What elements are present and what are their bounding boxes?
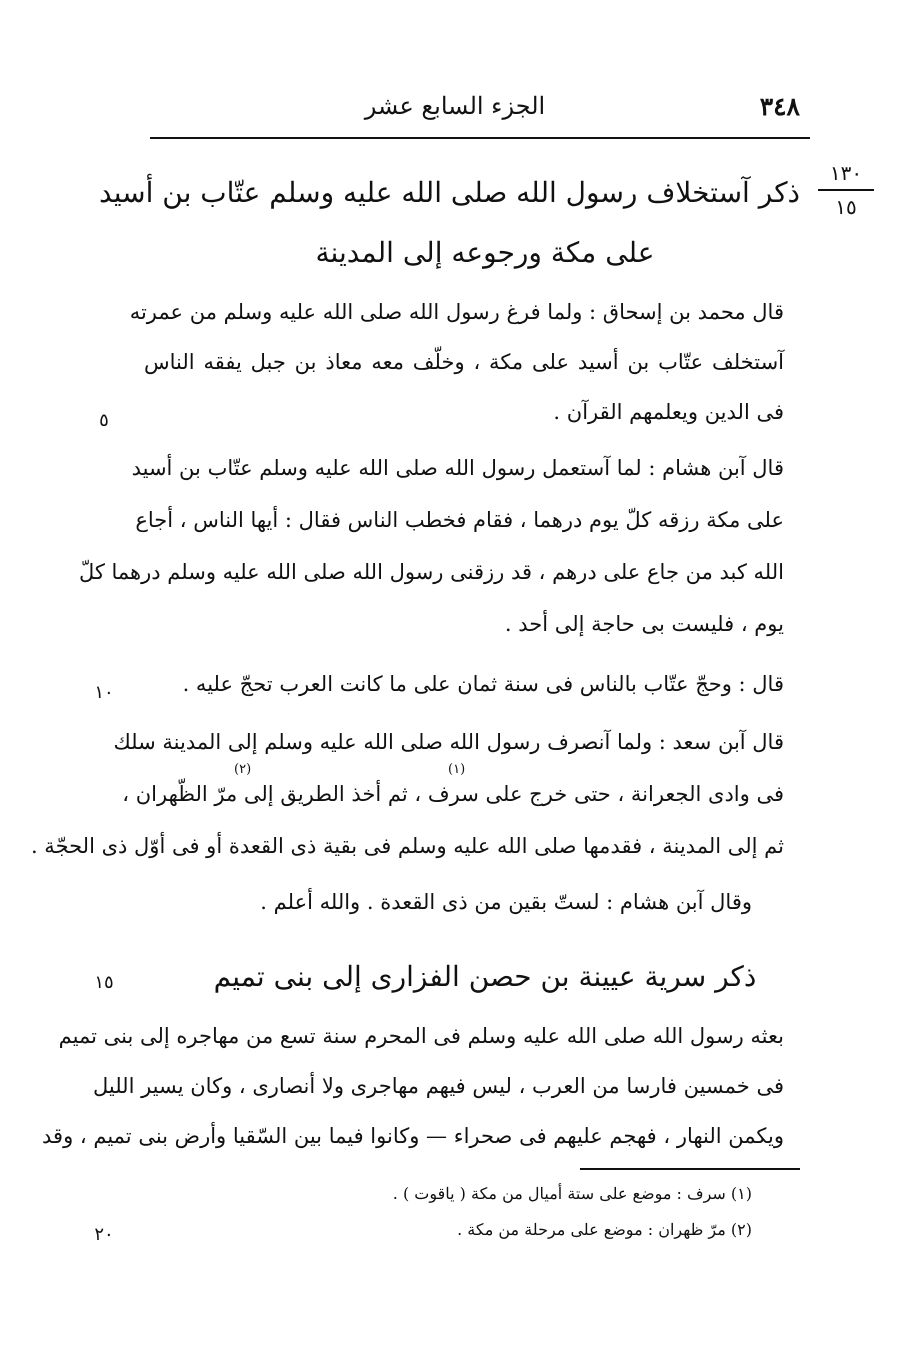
- text-line: الله كبد من جاع على درهم ، قد رزقنى رسول الله صلى الله عليه وسلم درهما كلّ: [78, 560, 784, 584]
- text-line: قال : وحجّ عتّاب بالناس فى سنة ثمان على ما كانت العرب تحجّ عليه .: [182, 672, 784, 696]
- text-line: ويكمن النهار ، فهجم عليهم فى صحراء — وكانوا فيما بين السّقيا وأرض بنى تميم ، وقد: [42, 1124, 784, 1148]
- text-line: ثم إلى المدينة ، فقدمها صلى الله عليه وسلم فى بقية ذى القعدة أو فى أوّل ذى الحجّة .: [30, 834, 784, 858]
- line-number: ٥: [99, 410, 109, 431]
- note-marker-1: (١): [448, 762, 466, 777]
- text-line: وقال آبن هشام : لستّ بقين من ذى القعدة . والله أعلم .: [260, 890, 752, 914]
- text-line: يوم ، فليست بى حاجة إلى أحد .: [504, 612, 784, 636]
- margin-ref-top: ١٣٠: [829, 161, 863, 185]
- line-number: ٢٠: [94, 1224, 114, 1245]
- running-title: الجزء السابع عشر: [364, 92, 546, 120]
- text-line: آستخلف عتّاب بن أسيد على مكة ، وخلّف معه معاذ بن جبل يفقه الناس: [144, 350, 784, 374]
- margin-ref-bottom: ١٥: [835, 194, 857, 219]
- text-line: فى وادى الجعرانة ، حتى خرج على سرف ، ثم أخذ الطريق إلى مرّ الظّهران ،: [122, 782, 784, 806]
- margin-reference: [818, 160, 874, 220]
- margin-ref-divider: [818, 189, 874, 191]
- text-line: على مكة رزقه كلّ يوم درهما ، فقام فخطب الناس فقال : أيها الناس ، أجاع: [135, 508, 784, 532]
- section-heading-2: ذكر سرية عيينة بن حصن الفزارى إلى بنى تميم: [213, 960, 757, 993]
- footnote: (١) سرف : موضع على ستة أميال من مكة ( ياقوت ) .: [392, 1184, 752, 1203]
- section-heading-1-line-1: ذكر آستخلاف رسول الله صلى الله عليه وسلم عتّاب بن أسيد: [99, 176, 800, 209]
- text-line: فى خمسين فارسا من العرب ، ليس فيهم مهاجرى ولا أنصارى ، وكان يسير الليل: [92, 1074, 784, 1098]
- section-heading-1-line-2: على مكة ورجوعه إلى المدينة: [315, 236, 655, 269]
- footnote: (٢) مرّ ظهران : موضع على مرحلة من مكة .: [457, 1220, 752, 1239]
- line-number: ١٠: [94, 682, 114, 703]
- footnote-rule: [580, 1168, 800, 1170]
- text-line: فى الدين ويعلمهم القرآن .: [553, 400, 784, 424]
- line-number: ١٥: [94, 972, 114, 993]
- text-line: قال آبن سعد : ولما آنصرف رسول الله صلى الله عليه وسلم إلى المدينة سلك: [113, 730, 784, 754]
- page-number: ٣٤٨: [759, 92, 800, 121]
- note-marker-2: (٢): [234, 762, 252, 777]
- text-line: قال آبن هشام : لما آستعمل رسول الله صلى الله عليه وسلم عتّاب بن أسيد: [131, 456, 784, 480]
- text-line: قال محمد بن إسحاق : ولما فرغ رسول الله صلى الله عليه وسلم من عمرته: [129, 300, 784, 324]
- header-rule: [150, 137, 810, 139]
- text-line: بعثه رسول الله صلى الله عليه وسلم فى المحرم سنة تسع من مهاجره إلى بنى تميم: [58, 1024, 784, 1048]
